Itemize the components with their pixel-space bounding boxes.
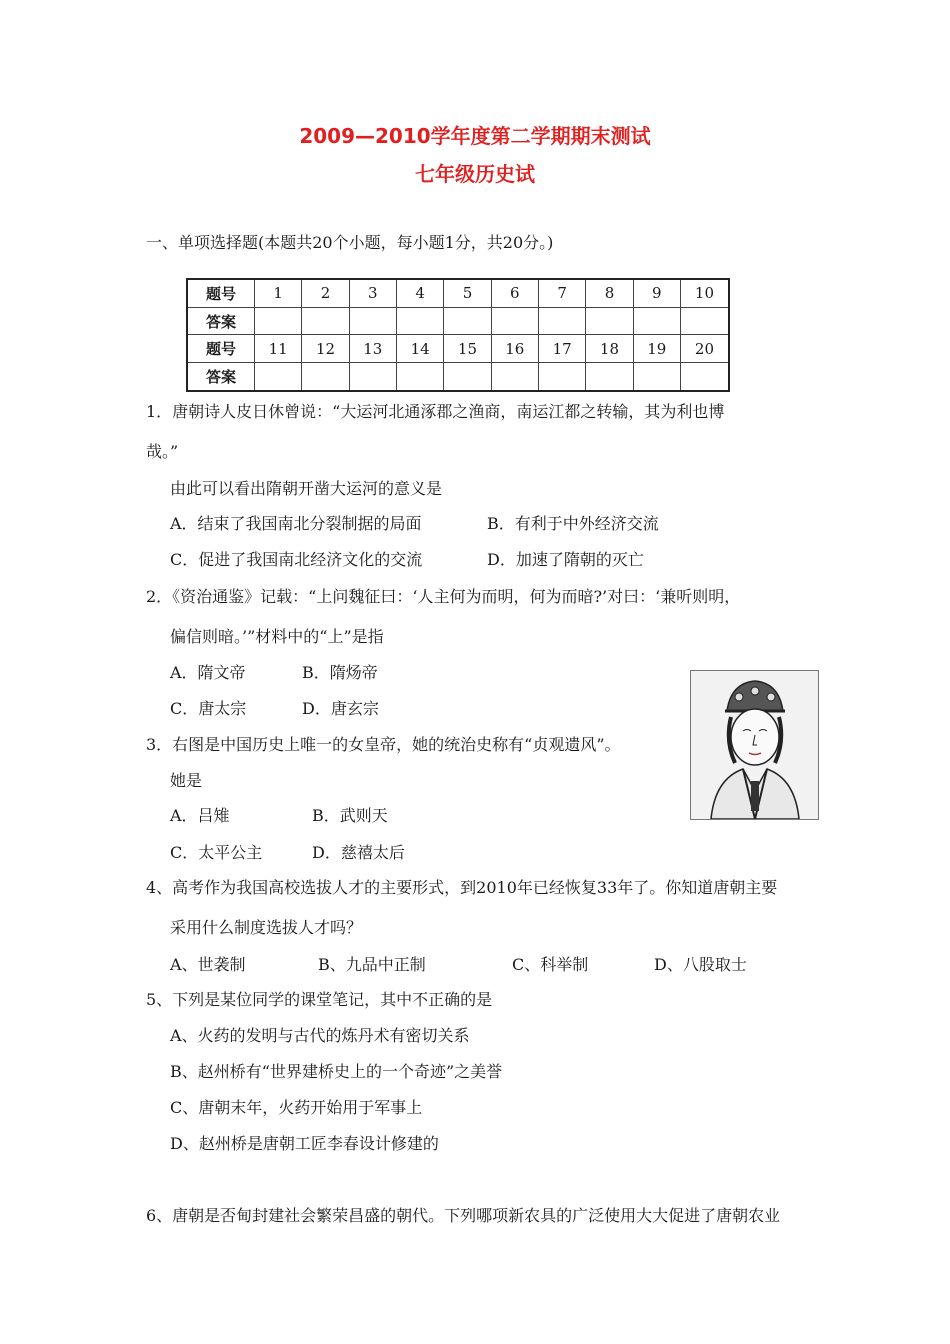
question-5-stem: 5、下列是某位同学的课堂笔记，其中不正确的是 <box>146 990 493 1009</box>
answer-cell[interactable] <box>680 307 729 335</box>
answer-cell[interactable] <box>396 363 443 391</box>
question-1-option-d[interactable]: D．加速了隋朝的灭亡 <box>487 550 644 569</box>
table-cell: 13 <box>349 335 396 363</box>
question-4-stem-cont: 采用什么制度选拔人才吗？ <box>170 918 363 937</box>
table-cell: 17 <box>538 335 585 363</box>
answer-cell[interactable] <box>633 307 680 335</box>
table-cell: 19 <box>633 335 680 363</box>
answer-cell[interactable] <box>444 363 491 391</box>
question-5-option-a[interactable]: A、火药的发明与古代的炼丹术有密切关系 <box>170 1026 470 1045</box>
question-3-stem-cont: 她是 <box>170 771 203 790</box>
table-cell: 16 <box>491 335 538 363</box>
answer-cell[interactable] <box>491 307 538 335</box>
question-1-option-c[interactable]: C．促进了我国南北经济文化的交流 <box>170 550 423 569</box>
table-row <box>187 335 729 363</box>
page-title-line2: 七年级历史试 <box>415 162 535 186</box>
section-heading: 一、单项选择题(本题共20个小题，每小题1分，共20分。) <box>146 233 554 252</box>
question-4-option-c[interactable]: C、科举制 <box>512 955 589 974</box>
answer-cell[interactable] <box>444 307 491 335</box>
answer-cell[interactable] <box>680 363 729 391</box>
question-5-option-c[interactable]: C、唐朝末年，火药开始用于军事上 <box>170 1098 423 1117</box>
table-label-answer: 答案 <box>187 363 255 391</box>
table-row <box>187 363 729 391</box>
table-label-answer: 答案 <box>187 307 255 335</box>
table-cell: 8 <box>586 279 633 307</box>
question-1-prompt: 由此可以看出隋朝开凿大运河的意义是 <box>170 479 443 498</box>
question-2-option-c[interactable]: C．唐太宗 <box>170 699 247 718</box>
answer-cell[interactable] <box>586 363 633 391</box>
table-cell: 5 <box>444 279 491 307</box>
question-2-option-a[interactable]: A．隋文帝 <box>170 663 246 682</box>
answer-cell[interactable] <box>302 307 349 335</box>
question-1-stem-cont: 哉。” <box>146 442 179 461</box>
table-cell: 15 <box>444 335 491 363</box>
answer-cell[interactable] <box>255 363 302 391</box>
table-cell: 18 <box>586 335 633 363</box>
question-3-option-d[interactable]: D．慈禧太后 <box>312 843 405 862</box>
table-row <box>187 279 729 307</box>
question-3-stem: 3．右图是中国历史上唯一的女皇帝，她的统治史称有“贞观遗风”。 <box>146 735 621 754</box>
answer-cell[interactable] <box>302 363 349 391</box>
table-label-number: 题号 <box>187 279 255 307</box>
question-4-option-d[interactable]: D、八股取士 <box>654 955 747 974</box>
table-cell: 7 <box>538 279 585 307</box>
question-1-stem: 1．唐朝诗人皮日休曾说：“大运河北通涿郡之渔商，南运江都之转输，其为利也博 <box>146 402 725 421</box>
answer-cell[interactable] <box>396 307 443 335</box>
question-3-option-c[interactable]: C．太平公主 <box>170 843 263 862</box>
answer-table <box>186 278 730 392</box>
question-5-option-b[interactable]: B、赵州桥有“世界建桥史上的一个奇迹”之美誉 <box>170 1062 503 1081</box>
table-row <box>187 307 729 335</box>
answer-cell[interactable] <box>633 363 680 391</box>
empress-portrait-image <box>690 670 819 820</box>
table-cell: 12 <box>302 335 349 363</box>
question-4-option-a[interactable]: A、世袭制 <box>170 955 246 974</box>
table-cell: 4 <box>396 279 443 307</box>
question-5-option-d[interactable]: D、赵州桥是唐朝工匠李春设计修建的 <box>170 1134 439 1153</box>
question-2-option-d[interactable]: D．唐玄宗 <box>302 699 379 718</box>
question-6-stem: 6、唐朝是否甸封建社会繁荣昌盛的朝代。下列哪项新农具的广泛使用大大促进了唐朝农业 <box>146 1206 781 1225</box>
question-3-option-b[interactable]: B．武则天 <box>312 806 388 825</box>
table-cell: 20 <box>680 335 729 363</box>
answer-cell[interactable] <box>538 363 585 391</box>
answer-cell[interactable] <box>538 307 585 335</box>
table-cell: 6 <box>491 279 538 307</box>
table-cell: 9 <box>633 279 680 307</box>
question-4-stem: 4、高考作为我国高校选拔人才的主要形式，到2010年已经恢复33年了。你知道唐朝主要 <box>146 878 778 897</box>
portrait-drawing <box>691 671 818 819</box>
question-1-option-b[interactable]: B．有利于中外经济交流 <box>487 514 659 533</box>
answer-cell[interactable] <box>255 307 302 335</box>
table-cell: 1 <box>255 279 302 307</box>
question-3-option-a[interactable]: A．吕雉 <box>170 806 230 825</box>
question-1-option-a[interactable]: A．结束了我国南北分裂制据的局面 <box>170 514 422 533</box>
answer-cell[interactable] <box>586 307 633 335</box>
question-2-option-b[interactable]: B．隋炀帝 <box>302 663 378 682</box>
page-title-line1: 2009—2010学年度第二学期期末测试 <box>299 124 651 148</box>
answer-cell[interactable] <box>349 307 396 335</box>
table-cell: 2 <box>302 279 349 307</box>
table-cell: 3 <box>349 279 396 307</box>
table-cell: 10 <box>680 279 729 307</box>
table-label-number: 题号 <box>187 335 255 363</box>
table-cell: 14 <box>396 335 443 363</box>
question-2-stem-cont: 偏信则暗。’”材料中的“上”是指 <box>170 627 384 646</box>
answer-cell[interactable] <box>491 363 538 391</box>
answer-cell[interactable] <box>349 363 396 391</box>
table-cell: 11 <box>255 335 302 363</box>
question-4-option-b[interactable]: B、九品中正制 <box>318 955 426 974</box>
question-2-stem: 2．《资治通鉴》记载：“上问魏征曰：‘人主何为而明，何为而暗?’对曰：‘兼听则明， <box>146 587 741 606</box>
